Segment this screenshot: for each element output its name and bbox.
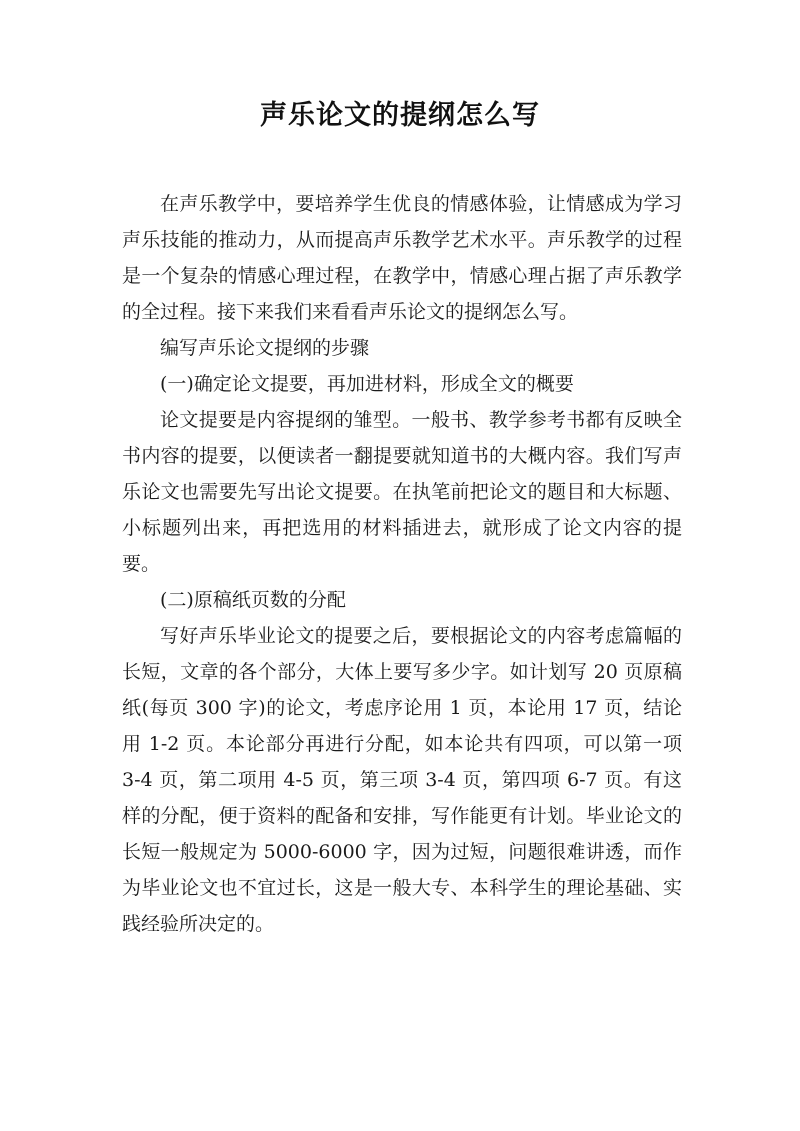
paragraph-page-allocation: 写好声乐毕业论文的提要之后，要根据论文的内容考虑篇幅的长短，文章的各个部分，大体上要写多少字。如计划写 20 页原稿纸(每页 300 字)的论文，考虑序论用 1 页，本论用 17 页，结论用 1-2 页。本论部分再进行分配，如本论共有四项，可以第一项 3-4 页，第二项用 4-5 页，第三项 3-4 页，第四项 6-7 页。有这样的分配，便于资料的配备和安排，写作能更有计划。毕业论文的长短一般规定为 5000-6000 字，因为过短，问题很难讲透，而作为毕业论文也不宜过长，这是一般大专、本科学生的理论基础、实践经验所决定的。 — [122, 625, 682, 935]
section-heading-steps: 编写声乐论文提纲的步骤 — [160, 337, 370, 359]
document-body — [122, 186, 682, 942]
document-title: 声乐论文的提纲怎么写 — [260, 100, 540, 131]
subsection-heading-2: (二)原稿纸页数的分配 — [160, 589, 346, 611]
subsection-heading-1: (一)确定论文提要，再加进材料，形成全文的概要 — [160, 373, 574, 395]
paragraph-intro: 在声乐教学中，要培养学生优良的情感体验，让情感成为学习声乐技能的推动力，从而提高声乐教学艺术水平。声乐教学的过程是一个复杂的情感心理过程，在教学中，情感心理占据了声乐教学的全过程。接下来我们来看看声乐论文的提纲怎么写。 — [122, 193, 682, 323]
paragraph-summary: 论文提要是内容提纲的雏型。一般书、教学参考书都有反映全书内容的提要，以便读者一翻提要就知道书的大概内容。我们写声乐论文也需要先写出论文提要。在执笔前把论文的题目和大标题、小标题列出来，再把选用的材料插进去，就形成了论文内容的提要。 — [122, 409, 682, 575]
